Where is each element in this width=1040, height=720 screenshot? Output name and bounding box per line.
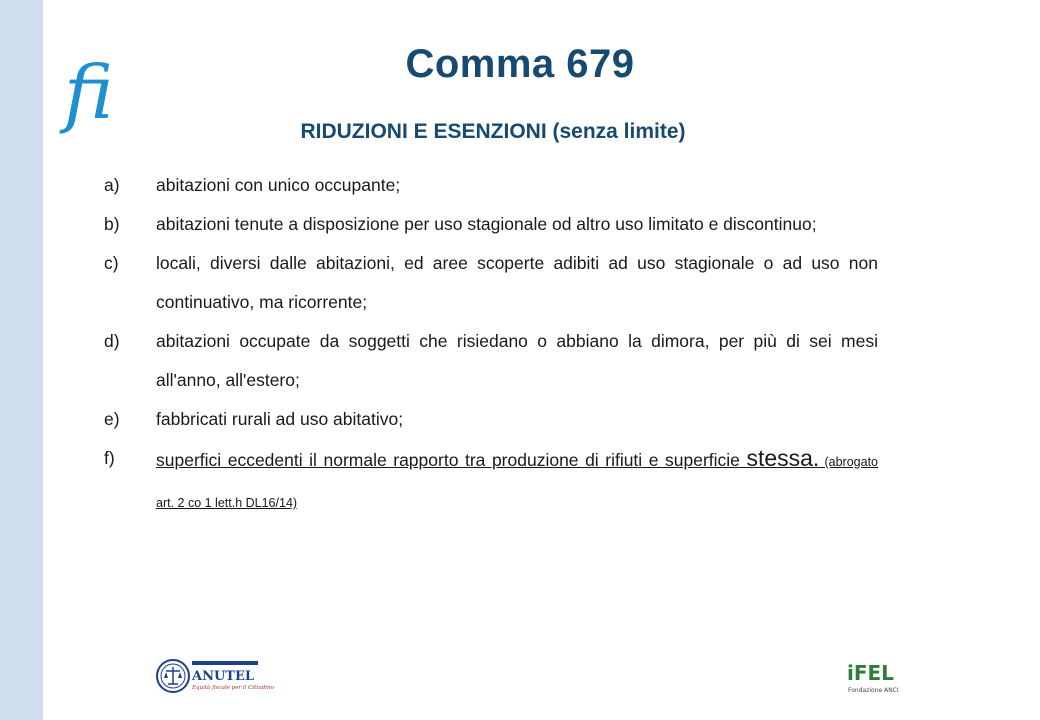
list-item-text: abitazioni occupate da soggetti che risiedano o abbiano la dimora, per più di sei mesi all'anno, all'estero; bbox=[156, 331, 878, 390]
svg-text:ANUTEL: ANUTEL bbox=[192, 669, 255, 684]
svg-text:iFEL: iFEL bbox=[847, 661, 894, 685]
ifel-logo bbox=[846, 652, 899, 696]
list-item-text: abitazioni con unico occupante; bbox=[156, 175, 401, 195]
list-item-letter: a) bbox=[104, 175, 120, 195]
list-item-text: abitazioni tenute a disposizione per uso stagionale od altro uso limitato e discontinuo; bbox=[156, 214, 817, 234]
list-item bbox=[104, 205, 878, 244]
slide-subtitle: RIDUZIONI E ESENZIONI (senza limite) bbox=[300, 120, 686, 143]
list-item bbox=[104, 166, 878, 205]
left-decorative-bar bbox=[0, 0, 43, 720]
list-item-letter: b) bbox=[104, 214, 120, 234]
reductions-list bbox=[104, 166, 878, 523]
list-item-link[interactable] bbox=[156, 439, 878, 523]
list-item-letter: f) bbox=[104, 448, 115, 468]
slide-title: Comma 679 bbox=[405, 42, 635, 86]
svg-text:Fondazione ANCI: Fondazione ANCI bbox=[848, 687, 899, 694]
list-item-text: locali, diversi dalle abitazioni, ed aree scoperte adibiti ad uso stagionale o ad uso non continuativo, ma ricorrente; bbox=[156, 253, 878, 312]
list-item-letter: e) bbox=[104, 409, 120, 429]
list-item bbox=[104, 244, 878, 322]
list-item-text: fabbricati rurali ad uso abitativo; bbox=[156, 409, 404, 429]
list-item-letter: d) bbox=[104, 331, 120, 351]
list-item-text: superfici eccedenti il normale rapporto tra produzione di rifiuti e superficie bbox=[156, 450, 747, 470]
list-item-text-large: stessa. bbox=[746, 445, 820, 471]
list-item bbox=[104, 439, 878, 523]
anutel-logo bbox=[156, 658, 274, 694]
svg-text:Equità fiscale per il Cittadin: Equità fiscale per il Cittadino bbox=[192, 685, 274, 691]
list-item-note: (abrogato art. 2 co 1 lett.h DL16/14) bbox=[156, 455, 878, 510]
list-item bbox=[104, 322, 878, 400]
list-item bbox=[104, 400, 878, 439]
svg-text:fi: fi bbox=[64, 50, 114, 136]
list-item-letter: c) bbox=[104, 253, 119, 273]
